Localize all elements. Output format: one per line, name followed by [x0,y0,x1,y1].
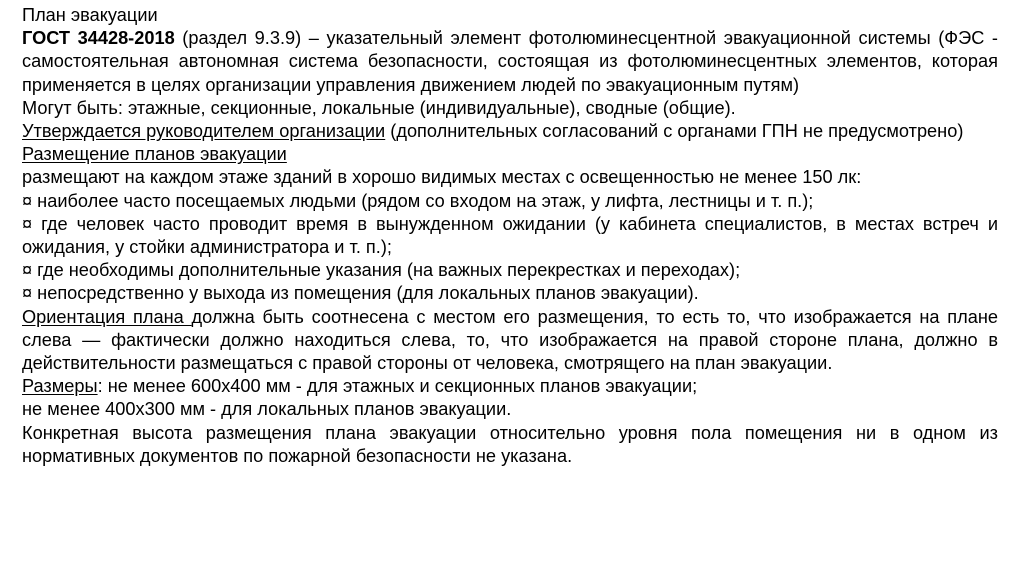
slide-title [22,4,998,27]
height-note-paragraph [22,422,998,468]
sizes-line-2-paragraph [22,398,998,421]
sizes-underlined: Размеры [22,376,98,397]
orientation-underlined: Ориентация плана [22,306,192,327]
sizes-line-2: не менее 400х300 мм - для локальных планов эвакуации. [22,399,512,420]
placement-item-2: ¤ где человек часто проводит время в вынужденном ожидании (у кабинета специалистов, в местах встреч и ожидания, у стойки администратора и т. п.); [22,213,998,258]
types-text: Могут быть: этажные, секционные, локальные (индивидуальные), сводные (общие). [22,97,736,118]
gost-paragraph [22,27,998,97]
list-item [22,282,998,305]
gost-section: (раздел 9.3.9) [174,28,302,49]
list-item [22,259,998,282]
placement-intro [22,166,998,189]
placement-item-4: ¤ непосредственно у выхода из помещения (для локальных планов эвакуации). [22,283,699,304]
gost-code: ГОСТ 34428-2018 [22,28,175,49]
slide-title-text: План эвакуации [22,5,158,25]
sizes-paragraph [22,375,998,398]
placement-item-1: ¤ наиболее часто посещаемых людьми (рядом со входом на этаж, у лифта, лестницы и т. п.); [22,190,814,211]
slide-text-block [22,4,998,468]
types-paragraph [22,97,998,120]
sizes-line-1: : не менее 600х400 мм - для этажных и секционных планов эвакуации; [97,376,698,397]
placement-intro-text: размещают на каждом этаже зданий в хорошо видимых местах с освещенностью не менее 150 лк: [22,167,862,188]
placement-heading [22,143,998,166]
approval-rest: (дополнительных согласований с органами ГПН не предусмотрено) [385,121,964,142]
list-item [22,190,998,213]
placement-heading-text: Размещение планов эвакуации [22,144,287,165]
orientation-rest: должна быть соотнесена с местом его размещения, то есть то, что изображается на плане слева — фактически должно находиться слева, то, что изображается на правой стороне плана, должно в действительности размещаться с правой стороны от человека, смотрящего на план эвакуации. [22,306,998,374]
orientation-paragraph [22,306,998,376]
gost-description: – указательный элемент фотолюминесцентной эвакуационной системы (ФЭС - самостоятельная автономная система безопасности, состоящая из фотолюминесцентных элементов, которая применяется в целях организации управления движением людей по эвакуационным путям) [22,28,998,95]
placement-item-3: ¤ где необходимы дополнительные указания (на важных перекрестках и переходах); [22,260,741,281]
list-item [22,213,998,259]
height-note: Конкретная высота размещения плана эвакуации относительно уровня пола помещения ни в одном из нормативных документов по пожарной безопасности не указана. [22,422,998,466]
approval-paragraph [22,120,998,143]
approval-underlined: Утверждается руководителем организации [22,121,386,142]
